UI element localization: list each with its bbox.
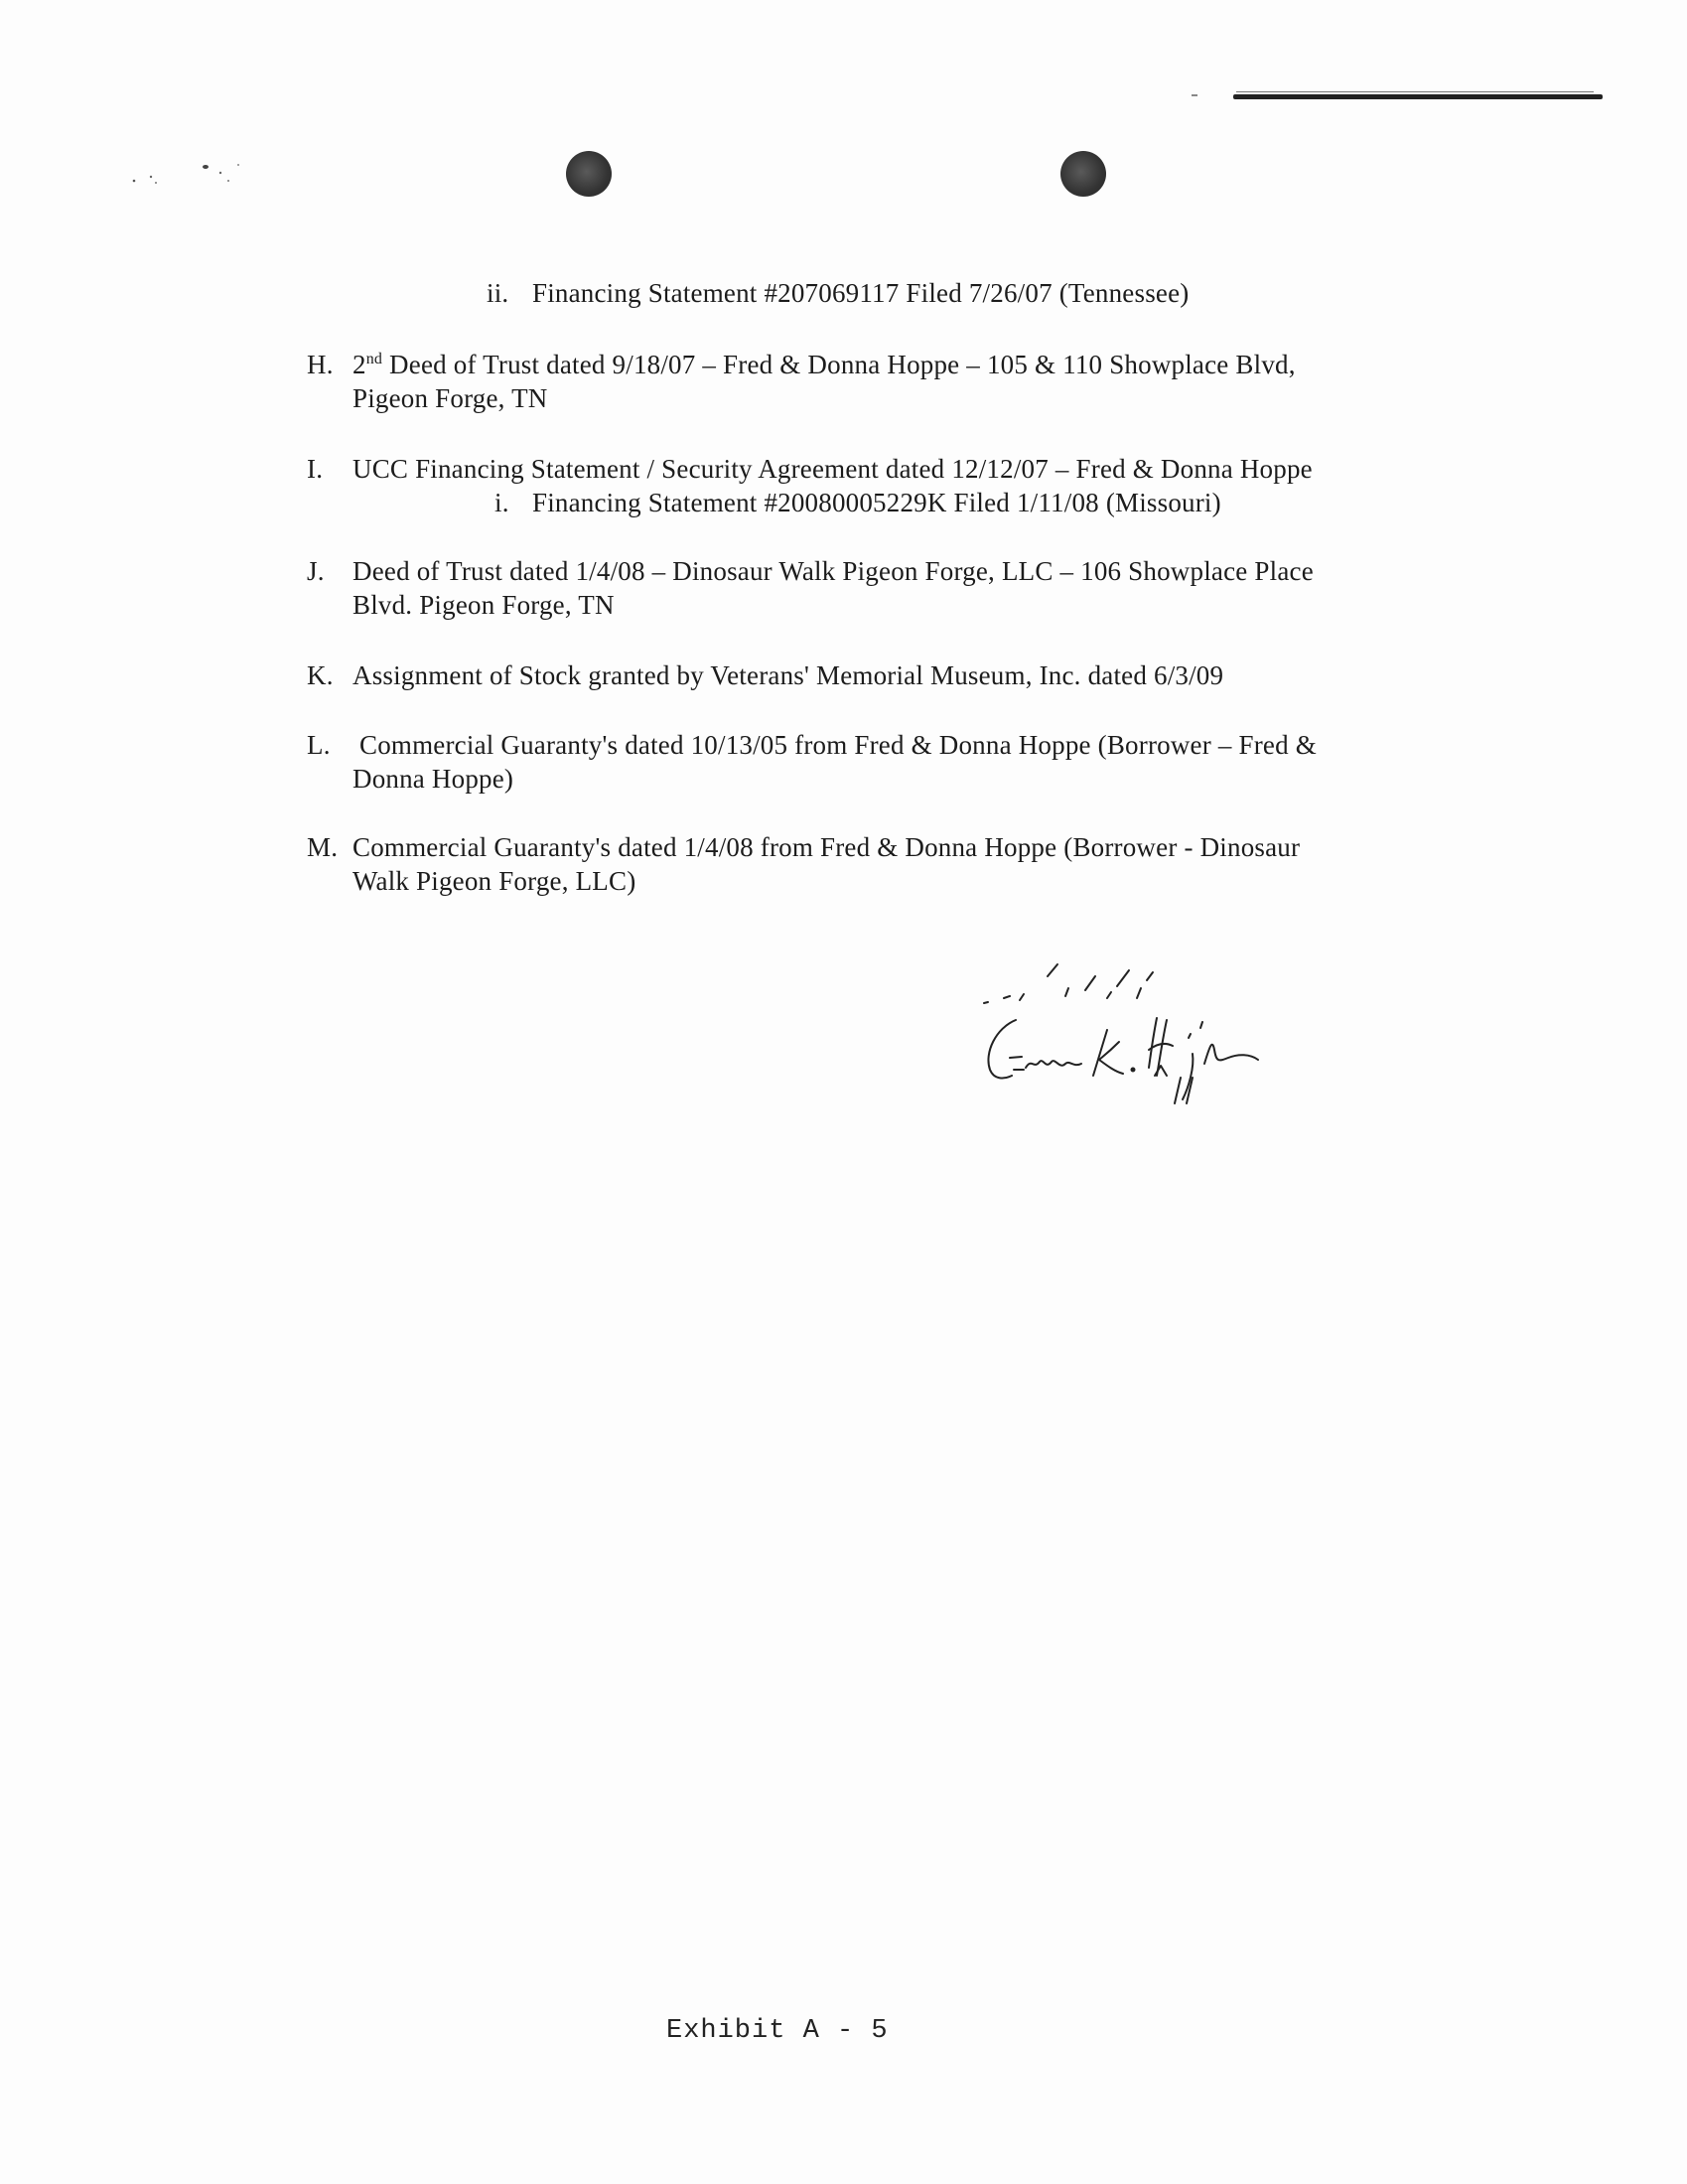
sub-item-marker: i. [494,488,509,517]
item-text-line-1 [352,348,1296,381]
item-text-line-2: Blvd. Pigeon Forge, TN [352,590,615,620]
scan-artifact-line-thin [1236,91,1594,92]
handwritten-signature-icon [968,958,1365,1137]
scan-artifact-line [1233,94,1603,99]
punch-hole-icon [566,151,612,197]
item-marker: M. [307,832,339,862]
page-footer: Exhibit A - 5 [666,2016,889,2046]
sub-item-text: Financing Statement #20080005229K Filed 1/11/08 (Missouri) [532,488,1221,517]
scan-specks-icon [129,159,268,199]
item-text-rest: Deed of Trust dated 9/18/07 – Fred & Donna Hoppe – 105 & 110 Showplace Blvd, [382,350,1296,379]
item-text-line-2: Pigeon Forge, TN [352,383,548,413]
item-text-line-1: Commercial Guaranty's dated 1/4/08 from Fred & Donna Hoppe (Borrower - Dinosaur [352,832,1301,862]
scan-artifact-dash [1192,94,1197,96]
item-text: Financing Statement #207069117 Filed 7/26/07 (Tennessee) [532,278,1190,308]
item-text-line-1: UCC Financing Statement / Security Agreement dated 12/12/07 – Fred & Donna Hoppe [352,454,1313,484]
item-text-line-2: Walk Pigeon Forge, LLC) [352,866,636,896]
item-marker: L. [307,730,331,760]
item-text-line-1: Assignment of Stock granted by Veterans' Memorial Museum, Inc. dated 6/3/09 [352,660,1224,690]
ordinal-suffix: nd [365,351,383,367]
item-marker: J. [307,556,325,586]
punch-hole-icon [1060,151,1106,197]
item-text-line-1: Deed of Trust dated 1/4/08 – Dinosaur Walk Pigeon Forge, LLC – 106 Showplace Place [352,556,1314,586]
ordinal-number: 2 [352,350,366,379]
item-text-line-1: Commercial Guaranty's dated 10/13/05 from Fred & Donna Hoppe (Borrower – Fred & [359,730,1317,760]
item-marker: I. [307,454,324,484]
item-marker: K. [307,660,334,690]
item-marker: ii. [487,278,509,308]
item-marker: H. [307,350,334,379]
item-text-line-2: Donna Hoppe) [352,764,514,794]
